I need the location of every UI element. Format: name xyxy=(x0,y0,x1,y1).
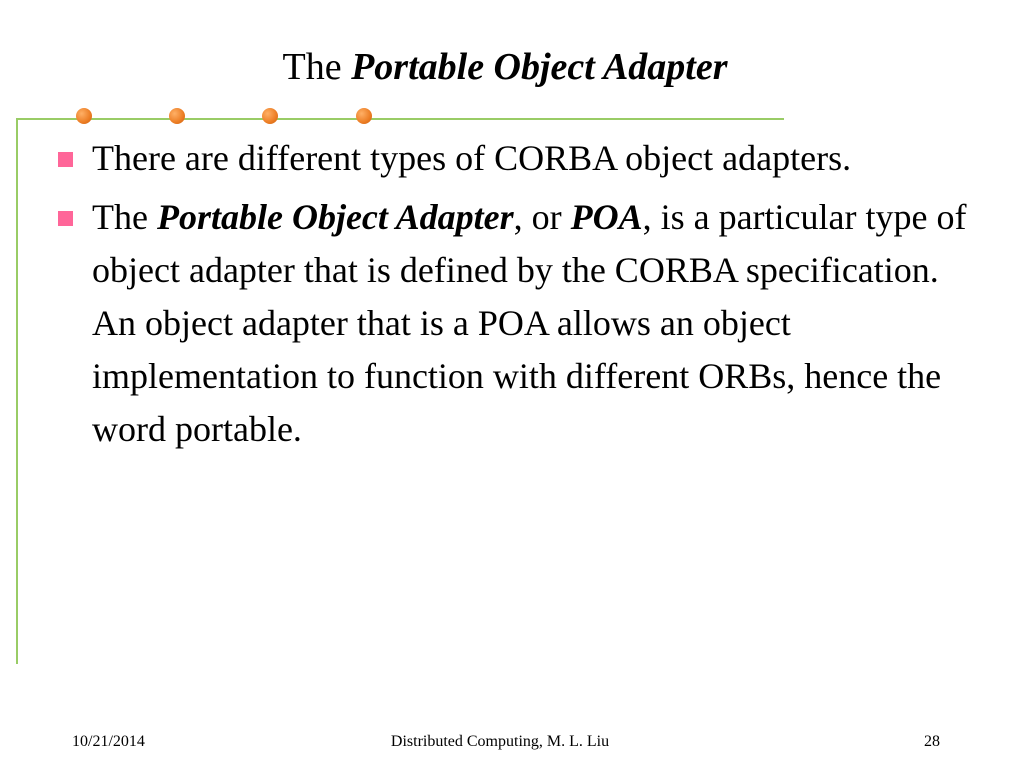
bullet-text: There are different types of CORBA object adapters. xyxy=(92,138,852,178)
bullet-text-before: The xyxy=(92,197,157,237)
bullet-list xyxy=(52,132,972,462)
bullet-text-after: , is a particular type of object adapter that is defined by the CORBA specification. An object adapter that is a POA allows an object implementation to function with different ORBs, hence the word portable. xyxy=(92,197,967,449)
accent-dot xyxy=(169,108,185,124)
slide-title xyxy=(0,44,1010,90)
bullet-square-icon xyxy=(58,211,73,226)
bullet-square-icon xyxy=(58,152,73,167)
accent-dot xyxy=(356,108,372,124)
title-emphasis: Portable Object Adapter xyxy=(351,46,728,88)
accent-line-horizontal xyxy=(16,118,784,120)
accent-line-vertical xyxy=(16,118,18,664)
bullet-emphasis-term: Portable Object Adapter xyxy=(156,197,514,237)
bullet-item xyxy=(52,132,972,185)
bullet-emphasis-abbrev: POA xyxy=(570,197,643,237)
footer-date: 10/21/2014 xyxy=(72,733,145,750)
accent-dot xyxy=(262,108,278,124)
bullet-item xyxy=(52,191,972,456)
footer-center-text: Distributed Computing, M. L. Liu xyxy=(390,733,610,750)
title-prefix: The xyxy=(282,46,352,88)
bullet-text-mid: , or xyxy=(513,197,571,237)
footer-page-number: 28 xyxy=(924,733,940,750)
accent-dot xyxy=(76,108,92,124)
